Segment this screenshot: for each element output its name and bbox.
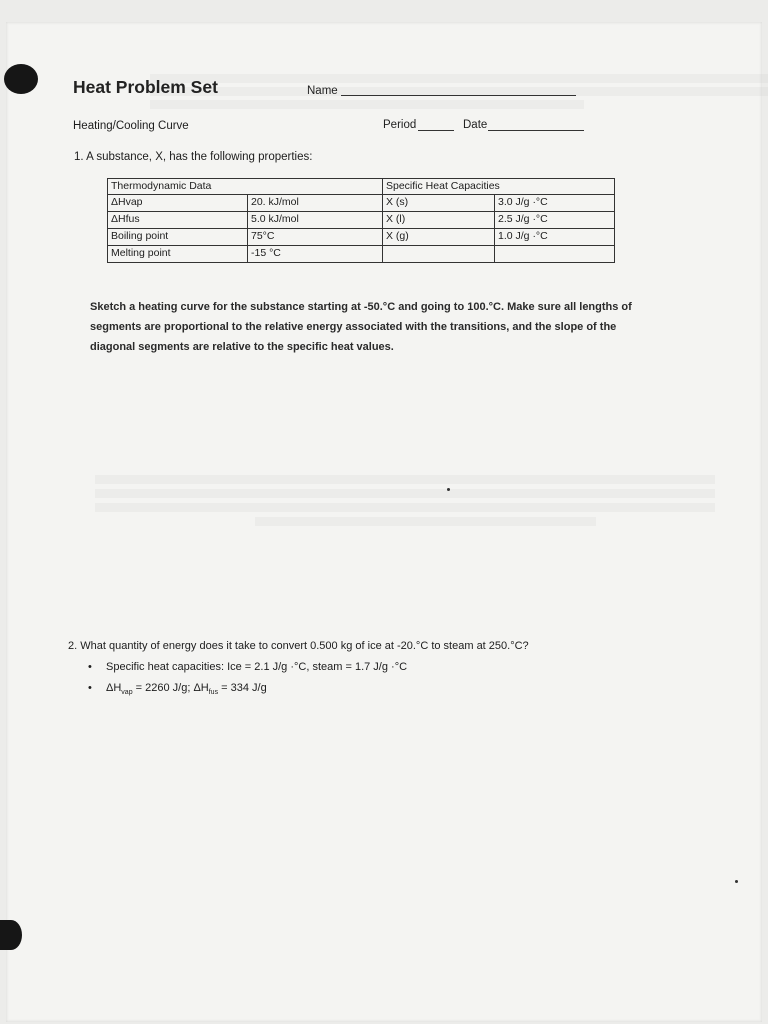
value-cell: -15 °C: [248, 246, 383, 263]
property-cell: ΔHfus: [108, 212, 248, 229]
table-row: [108, 195, 615, 212]
date-field[interactable]: [488, 130, 584, 131]
name-field[interactable]: [341, 95, 576, 96]
vap-subscript: vap: [121, 689, 133, 697]
heat-capacity-cell: 1.0 J/g ·°C: [495, 229, 615, 246]
table-row: [108, 246, 615, 263]
heat-capacity-cell: [495, 246, 615, 263]
period-label: Period: [383, 119, 417, 131]
bleed-through-top: [150, 70, 768, 113]
delta-h-vap-label: ΔH: [106, 682, 122, 694]
bleed-through-middle: [95, 470, 715, 526]
list-item: • Specific heat capacities: Ice = 2.1 J/g ·°C, steam = 1.7 J/g ·°C: [88, 657, 407, 678]
specific-heat-header: Specific Heat Capacities: [383, 179, 615, 195]
table-row: [108, 229, 615, 246]
phase-cell: X (g): [383, 229, 495, 246]
property-cell: ΔHvap: [108, 195, 248, 212]
thermodynamic-data-header: Thermodynamic Data: [108, 179, 383, 195]
date-label: Date: [463, 119, 488, 131]
page-title: Heat Problem Set: [73, 77, 218, 97]
heat-capacity-cell: 2.5 J/g ·°C: [495, 212, 615, 229]
question-2-givens: [88, 657, 407, 703]
phase-cell: [383, 246, 495, 263]
value-cell: 20. kJ/mol: [248, 195, 383, 212]
question-2-prompt: 2. What quantity of energy does it take to convert 0.500 kg of ice at -20.°C to steam at 250.°C?: [68, 640, 529, 652]
fus-subscript: fus: [208, 689, 219, 697]
question-1-prompt: 1. A substance, X, has the following properties:: [74, 151, 313, 163]
section-subtitle: Heating/Cooling Curve: [73, 120, 189, 132]
phase-cell: X (s): [383, 195, 495, 212]
heat-capacity-cell: 3.0 J/g ·°C: [495, 195, 615, 212]
property-cell: Melting point: [108, 246, 248, 263]
table-header-row: [108, 179, 615, 195]
delta-h-fus-value: = 334 J/g: [218, 682, 267, 694]
property-cell: Boiling point: [108, 229, 248, 246]
name-label: Name: [307, 85, 338, 97]
binder-hole-top: [4, 64, 38, 94]
period-field[interactable]: [418, 130, 454, 131]
value-cell: 5.0 kJ/mol: [248, 212, 383, 229]
list-item: [88, 678, 407, 703]
phase-cell: X (l): [383, 212, 495, 229]
properties-table: [107, 178, 615, 263]
value-cell: 75°C: [248, 229, 383, 246]
binder-hole-bottom: [0, 920, 22, 950]
sketch-instructions: Sketch a heating curve for the substance starting at -50.°C and going to 100.°C. Make sure all lengths of segments are proportional to the relative energy associated with the transitions, and the slope of the diagonal segments are relative to the specific heat values.: [90, 301, 632, 353]
delta-h-vap-value: = 2260 J/g; ΔH: [132, 682, 209, 694]
pencil-mark: [447, 488, 450, 491]
pencil-mark: [735, 880, 738, 883]
table-row: [108, 212, 615, 229]
